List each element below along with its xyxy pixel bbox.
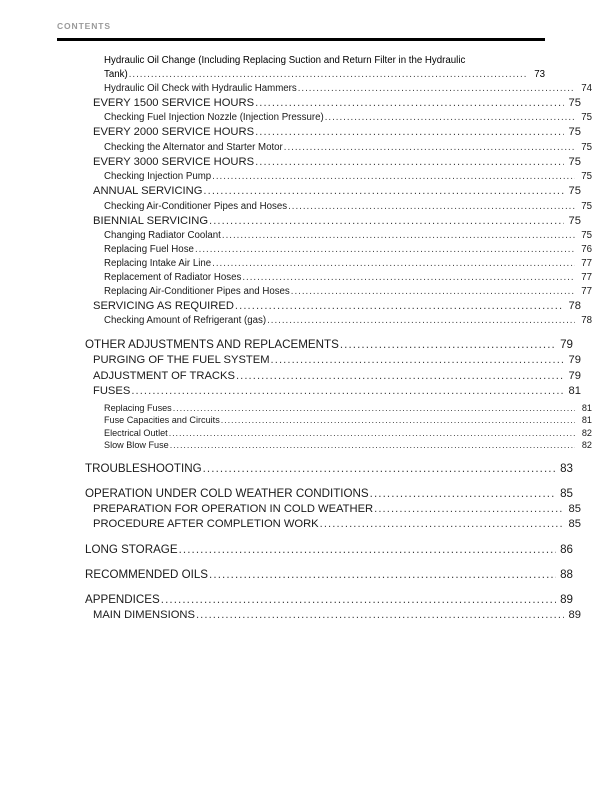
toc-entry[interactable]: [93, 608, 581, 623]
toc-entry[interactable]: [93, 96, 581, 111]
toc-entry[interactable]: [85, 328, 573, 353]
dot-leader: [212, 261, 575, 271]
toc-entry-title: EVERY 2000 SERVICE HOURS: [93, 126, 255, 139]
toc-entry[interactable]: [85, 583, 573, 608]
toc-page-number: 74: [581, 83, 592, 94]
toc-entry[interactable]: [85, 558, 573, 583]
dot-leader: [374, 506, 564, 517]
toc-entry-title: SERVICING AS REQUIRED: [93, 300, 234, 313]
toc-page-number: 75: [581, 171, 592, 183]
dot-leader: [129, 72, 528, 82]
toc-entry[interactable]: [104, 111, 592, 125]
dot-leader: [209, 218, 564, 229]
toc-entry-title: Fuse Capacities and Circuits: [104, 415, 220, 426]
toc-page-number: 77: [581, 286, 592, 298]
toc-entry-title: ADJUSTMENT OF TRACKS: [93, 369, 235, 382]
toc-entry-title: OPERATION UNDER COLD WEATHER CONDITIONS: [85, 487, 369, 501]
toc-page-number: 77: [581, 258, 592, 270]
dot-leader: [325, 116, 575, 126]
toc-entry-title: FUSES: [93, 385, 131, 398]
dot-leader: [242, 275, 575, 285]
toc-entry-title: EVERY 1500 SERVICE HOURS: [93, 97, 255, 109]
header-rule: [57, 38, 545, 41]
dot-leader: [212, 175, 575, 185]
dot-leader: [209, 571, 556, 583]
toc-page-number: 75: [581, 112, 592, 124]
header-label: CONTENTS: [57, 21, 111, 31]
toc-page-number: 75: [568, 185, 581, 198]
dot-leader: [222, 233, 575, 243]
toc-page-number: 73: [534, 69, 545, 80]
toc-page-number: 81: [568, 385, 581, 398]
toc-entry[interactable]: [85, 533, 573, 558]
toc-entry[interactable]: [85, 477, 573, 502]
toc-page-number: 79: [560, 338, 573, 352]
dot-leader: [235, 303, 564, 314]
toc-page-number: 75: [568, 126, 581, 139]
toc-entry-title: Checking Fuel Injection Nozzle (Injection Pressure): [104, 112, 324, 124]
dot-leader: [255, 130, 564, 141]
toc-page-number: 89: [568, 608, 581, 621]
toc-entry[interactable]: [104, 427, 592, 440]
dot-leader: [131, 388, 564, 399]
dot-leader: [221, 418, 575, 427]
toc-entry-title: BIENNIAL SERVICING: [93, 214, 209, 227]
toc-entry[interactable]: [104, 439, 592, 452]
toc-entry[interactable]: [93, 369, 581, 384]
dot-leader: [195, 247, 575, 257]
dot-leader: [255, 100, 564, 111]
toc-page-number: 79: [568, 354, 581, 367]
toc-page-number: 83: [560, 462, 573, 476]
toc-entry-title: APPENDICES: [85, 592, 160, 606]
toc-entry[interactable]: [93, 184, 581, 199]
dot-leader: [170, 443, 575, 452]
dot-leader: [267, 319, 575, 329]
toc-page-number: 78: [568, 300, 581, 313]
toc-page-number: 85: [568, 503, 581, 516]
toc-page-number: 75: [568, 155, 581, 168]
toc-entry[interactable]: [104, 54, 545, 82]
toc-entry[interactable]: [104, 170, 592, 184]
toc-entry-title: OTHER ADJUSTMENTS AND REPLACEMENTS: [85, 338, 339, 352]
dot-leader: [340, 342, 556, 354]
toc-entry-title: Electrical Outlet: [104, 427, 168, 438]
toc-page-number: 75: [581, 230, 592, 242]
toc-page-number: 82: [581, 440, 592, 451]
toc-page-number: 76: [581, 244, 592, 256]
toc-entry[interactable]: [104, 271, 592, 285]
toc-entry-title: EVERY 3000 SERVICE HOURS: [93, 155, 255, 168]
dot-leader: [370, 490, 556, 502]
dot-leader: [288, 204, 575, 214]
toc-page-number: 81: [581, 415, 592, 426]
toc-entry[interactable]: [104, 285, 592, 299]
toc-entry-title: PROCEDURE AFTER COMPLETION WORK: [93, 518, 319, 531]
toc-entry[interactable]: [93, 214, 581, 229]
toc-entry-title: Checking Amount of Refrigerant (gas): [104, 315, 267, 327]
toc-page-number: 75: [568, 214, 581, 227]
toc-entry[interactable]: [93, 502, 581, 517]
toc-entry[interactable]: [104, 141, 592, 155]
toc-page-number: 75: [581, 200, 592, 212]
toc-page-number: 79: [568, 369, 581, 382]
toc-entry-title: Hydraulic Oil Check with Hydraulic Hammers: [104, 83, 297, 94]
toc-entry[interactable]: [93, 517, 581, 532]
toc-entry-title: Replacing Fuel Hose: [104, 244, 194, 256]
dot-leader: [161, 596, 556, 608]
toc-page-number: 85: [560, 487, 573, 501]
toc-entry-title: Checking the Alternator and Starter Motor: [104, 141, 283, 153]
dot-leader: [173, 405, 575, 414]
dot-leader: [320, 522, 564, 533]
toc-entry-title: Slow Blow Fuse: [104, 440, 169, 451]
dot-leader: [271, 358, 564, 369]
toc-entry-title: Checking Injection Pump: [104, 171, 212, 183]
toc-entry[interactable]: [93, 384, 581, 399]
dot-leader: [284, 145, 575, 155]
toc-entry[interactable]: [104, 200, 592, 214]
toc-page-number: 89: [560, 592, 573, 606]
toc-entry-title: Replacing Intake Air Line: [104, 258, 212, 270]
toc-entry-title: PURGING OF THE FUEL SYSTEM: [93, 354, 270, 367]
toc-entry[interactable]: [104, 314, 592, 328]
toc-entry-title: RECOMMENDED OILS: [85, 567, 209, 581]
toc-page-number: 82: [581, 427, 592, 438]
toc-entry[interactable]: [93, 155, 581, 170]
toc-entry-title: Replacing Air-Conditioner Pipes and Hoses: [104, 286, 290, 298]
dot-leader: [255, 159, 564, 170]
toc-entry[interactable]: [104, 82, 592, 96]
toc-entry[interactable]: [93, 125, 581, 140]
toc-page-number: 75: [581, 141, 592, 153]
toc-entry-title: Hydraulic Oil Change (Including Replacing Suction and Return Filter in the Hydraulic: [104, 55, 466, 66]
toc-page-number: 86: [560, 542, 573, 556]
running-header: [57, 20, 545, 41]
dot-leader: [291, 289, 575, 299]
toc-entry[interactable]: [104, 229, 592, 243]
toc-entry-title: Checking Air-Conditioner Pipes and Hoses: [104, 200, 288, 212]
toc-entry-title-cont: Tank): [104, 69, 128, 80]
toc-entry[interactable]: [104, 257, 592, 271]
toc-entry[interactable]: [93, 299, 581, 314]
toc-page-number: 81: [581, 402, 592, 413]
toc-entry-title: TROUBLESHOOTING: [85, 462, 202, 476]
dot-leader: [169, 430, 575, 439]
dot-leader: [179, 546, 556, 558]
toc-entry[interactable]: [104, 243, 592, 257]
toc-page-number: 77: [581, 272, 592, 284]
toc-entry-title: PREPARATION FOR OPERATION IN COLD WEATHER: [93, 503, 374, 516]
toc-entry-title: Replacing Fuses: [104, 402, 172, 413]
toc-entry-title: Replacement of Radiator Hoses: [104, 272, 242, 284]
toc-entry[interactable]: [104, 414, 592, 427]
dot-leader: [196, 612, 564, 623]
toc-page-number: 85: [568, 518, 581, 531]
toc-entry[interactable]: [93, 353, 581, 368]
dot-leader: [236, 373, 564, 384]
dot-leader: [203, 188, 564, 199]
toc-page-number: 75: [568, 97, 581, 109]
toc-entry[interactable]: [104, 400, 592, 415]
toc-entry-title: LONG STORAGE: [85, 542, 178, 556]
toc-entry-title: Changing Radiator Coolant: [104, 230, 221, 242]
toc-page-number: 88: [560, 567, 573, 581]
dot-leader: [203, 465, 556, 477]
dot-leader: [298, 86, 575, 96]
toc-entry-title: MAIN DIMENSIONS: [93, 608, 195, 621]
toc-entry[interactable]: [85, 452, 573, 477]
table-of-contents: [57, 54, 592, 623]
toc-page-number: 78: [581, 315, 592, 327]
toc-entry-title: ANNUAL SERVICING: [93, 185, 203, 198]
